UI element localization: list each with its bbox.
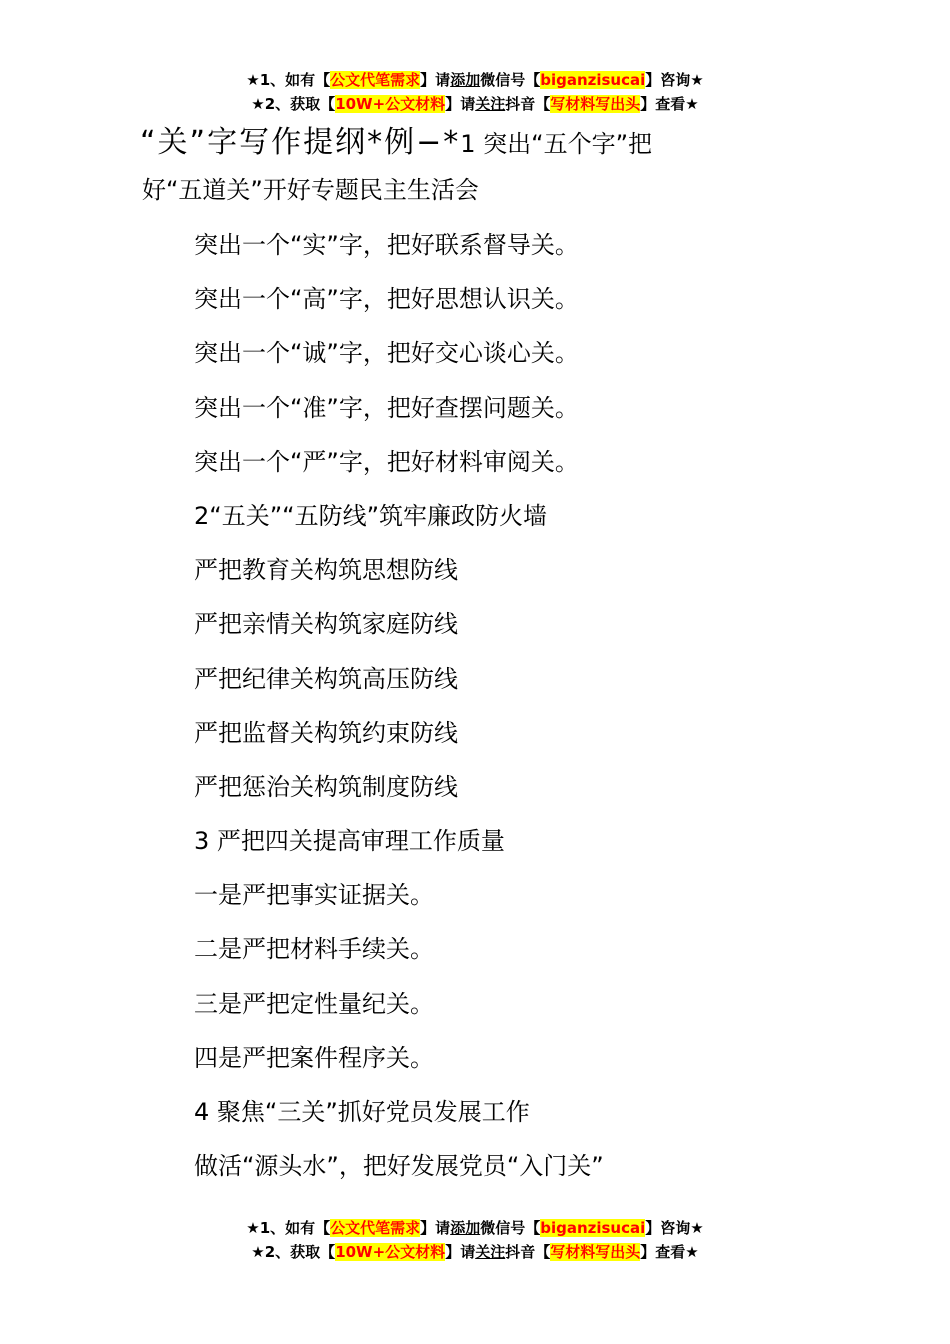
banner-underlined-text: 关注 bbox=[475, 1243, 506, 1261]
title-line-2: 好“五道关”开好专题民主生活会 bbox=[142, 176, 479, 204]
banner-text: ★1、如有【 bbox=[246, 71, 331, 89]
section-heading: 3 严把四关提高审理工作质量 bbox=[194, 827, 505, 856]
banner-text: 】咨询★ bbox=[645, 71, 704, 89]
paragraph: 四是严把案件程序关。 bbox=[194, 1043, 434, 1072]
banner-text: 抖音【 bbox=[505, 1243, 551, 1261]
paragraph: 严把监督关构筑约束防线 bbox=[194, 718, 458, 747]
banner-line-1 bbox=[0, 68, 950, 92]
banner-highlight: 公文代笔需求 bbox=[330, 1219, 421, 1237]
paragraph: 严把纪律关构筑高压防线 bbox=[194, 664, 458, 693]
document-body bbox=[194, 218, 894, 1193]
banner-line-1 bbox=[0, 1216, 950, 1240]
paragraph: 突出一个“严”字，把好材料审阅关。 bbox=[194, 447, 579, 476]
banner-highlight: biganzisucai bbox=[540, 1219, 646, 1237]
paragraph: 突出一个“实”字，把好联系督导关。 bbox=[194, 231, 579, 259]
banner-line-2 bbox=[0, 92, 950, 116]
banner-highlight: 10W+公文材料 bbox=[335, 1243, 446, 1261]
header-banner bbox=[0, 68, 950, 116]
banner-text: 】请 bbox=[420, 1219, 451, 1237]
banner-underlined-text: 添加 bbox=[450, 71, 481, 89]
paragraph: 严把惩治关构筑制度防线 bbox=[194, 772, 458, 801]
banner-text: 】查看★ bbox=[640, 95, 699, 113]
paragraph: 突出一个“诚”字，把好交心谈心关。 bbox=[194, 339, 579, 368]
banner-highlight: 写材料写出头 bbox=[550, 1243, 641, 1261]
section-heading: 4 聚焦“三关”抓好党员发展工作 bbox=[194, 1098, 530, 1126]
banner-highlight: biganzisucai bbox=[540, 71, 646, 89]
paragraph: 一是严把事实证据关。 bbox=[194, 881, 434, 910]
banner-highlight: 公文代笔需求 bbox=[330, 71, 421, 89]
banner-underlined-text: 关注 bbox=[475, 95, 506, 113]
paragraph: 二是严把材料手续关。 bbox=[194, 935, 434, 964]
banner-text: 微信号【 bbox=[480, 71, 541, 89]
banner-text: 】查看★ bbox=[640, 1243, 699, 1261]
banner-underlined-text: 添加 bbox=[450, 1219, 481, 1237]
title-main: “关”字写作提纲*例−* bbox=[140, 125, 461, 160]
document-title bbox=[140, 120, 820, 213]
banner-text: ★2、获取【 bbox=[251, 1243, 336, 1261]
banner-text: ★1、如有【 bbox=[246, 1219, 331, 1237]
banner-text: 】请 bbox=[445, 95, 476, 113]
banner-text: ★2、获取【 bbox=[251, 95, 336, 113]
banner-text: 】请 bbox=[420, 71, 451, 89]
title-rest: 1 突出“五个字”把 bbox=[460, 130, 652, 158]
paragraph: 三是严把定性量纪关。 bbox=[194, 989, 434, 1018]
banner-line-2 bbox=[0, 1240, 950, 1264]
banner-text: 微信号【 bbox=[480, 1219, 541, 1237]
section-heading: 2“五关”“五防线”筑牢廉政防火墙 bbox=[194, 501, 548, 530]
banner-text: 】请 bbox=[445, 1243, 476, 1261]
banner-highlight: 10W+公文材料 bbox=[335, 95, 446, 113]
banner-text: 】咨询★ bbox=[645, 1219, 704, 1237]
paragraph: 做活“源头水”，把好发展党员“入门关” bbox=[194, 1152, 604, 1181]
paragraph: 突出一个“准”字，把好查摆问题关。 bbox=[194, 393, 579, 422]
banner-text: 抖音【 bbox=[505, 95, 551, 113]
banner-highlight: 写材料写出头 bbox=[550, 95, 641, 113]
paragraph: 突出一个“高”字，把好思想认识关。 bbox=[194, 285, 579, 314]
paragraph: 严把亲情关构筑家庭防线 bbox=[194, 610, 458, 639]
paragraph: 严把教育关构筑思想防线 bbox=[194, 556, 458, 585]
footer-banner bbox=[0, 1216, 950, 1264]
